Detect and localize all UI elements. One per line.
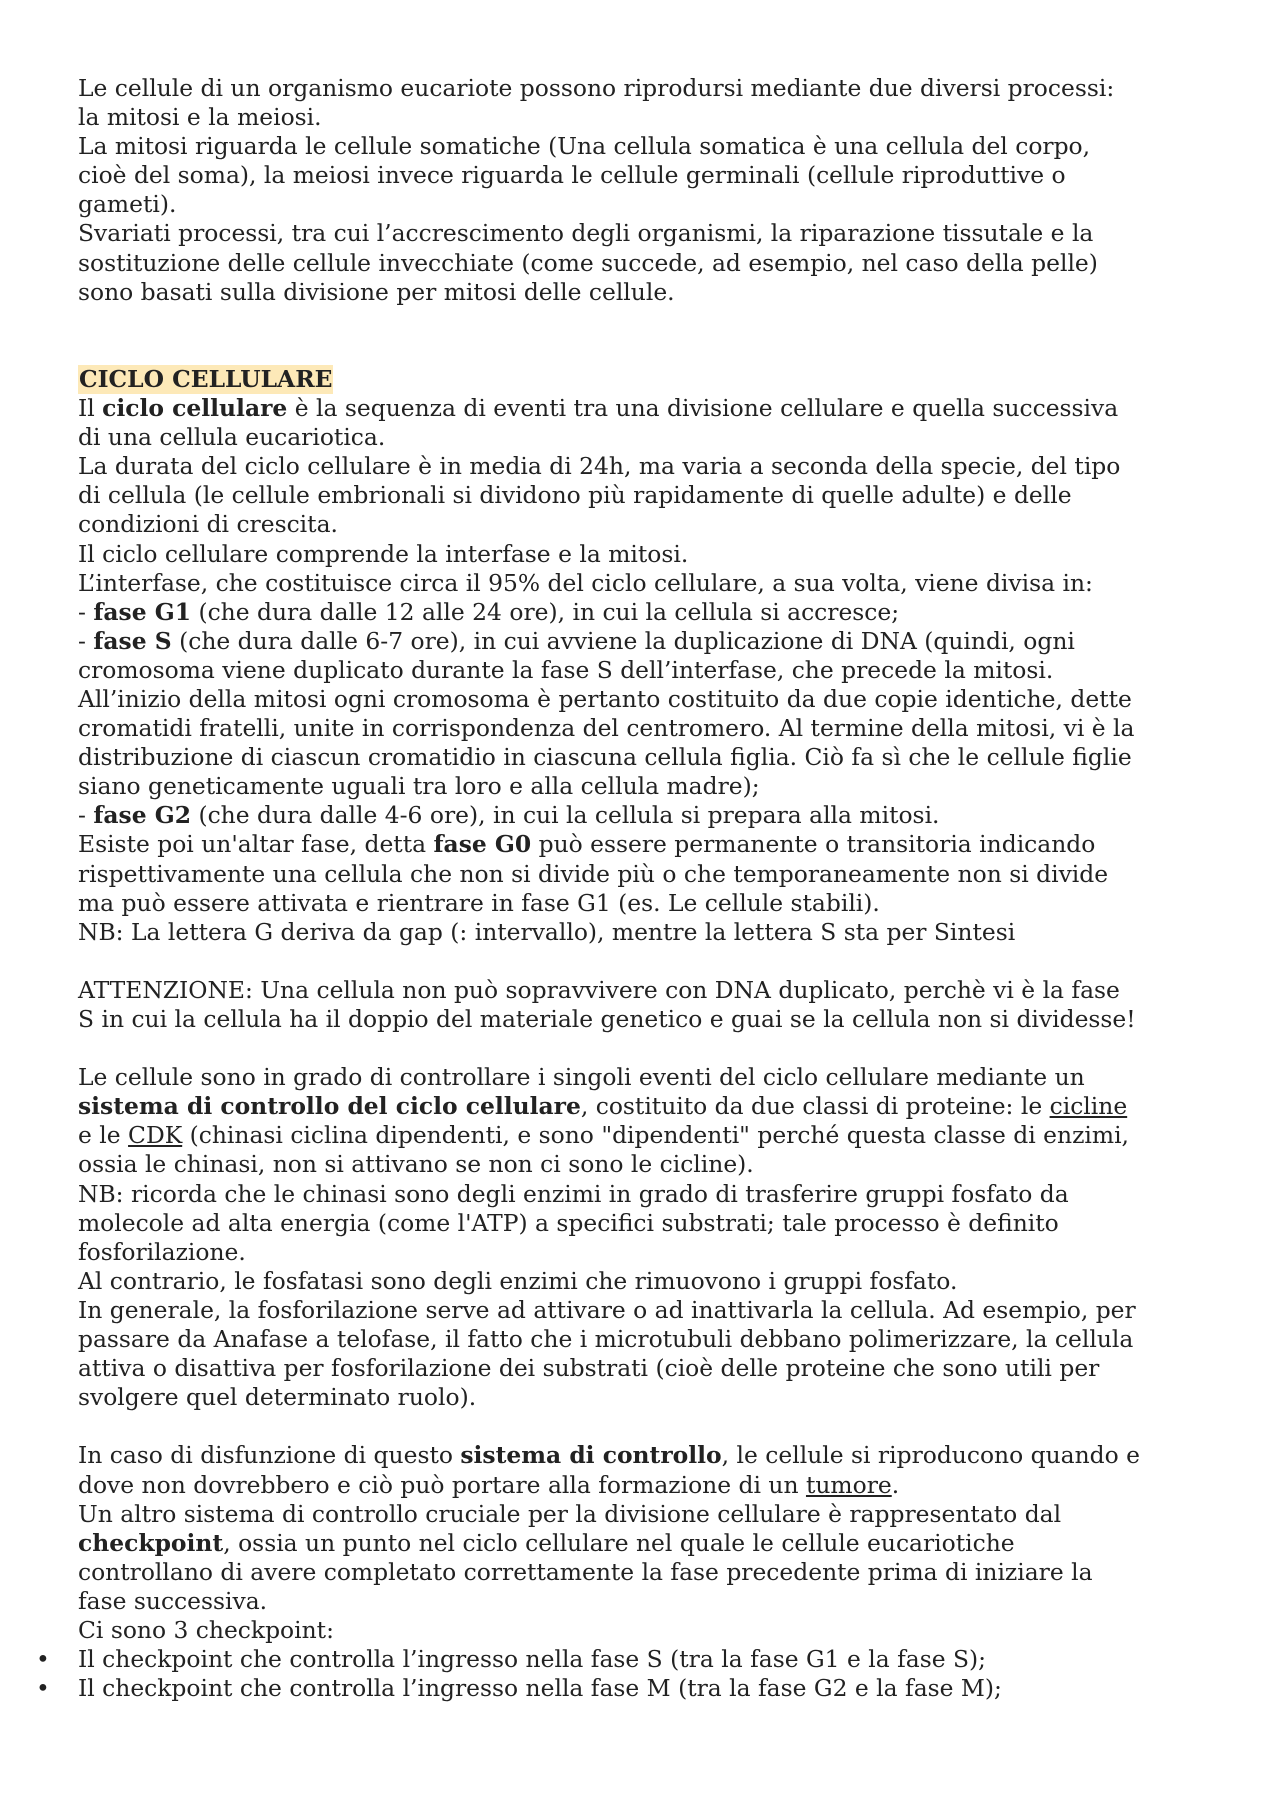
text-line: molecole ad alta energia (come l'ATP) a specifici substrati; tale processo è definito: [78, 1208, 1059, 1237]
spacer: [78, 1412, 1218, 1441]
underlined-term: CDK: [128, 1121, 183, 1150]
bullet-icon: •: [36, 1645, 50, 1674]
text-line: gameti).: [78, 190, 177, 219]
text-line: passare da Anafase a telofase, il fatto che i microtubuli debbano polimerizzare, la cellula: [78, 1325, 1134, 1354]
bold-term: checkpoint: [78, 1528, 224, 1557]
text-line: Svariati processi, tra cui l’accrescimento degli organismi, la riparazione tissutale e la: [78, 219, 1094, 248]
text-line: controllano di avere completato correttamente la fase precedente prima di iniziare la: [78, 1557, 1093, 1586]
text-line: Esiste poi un'altar fase, detta fase G0 può essere permanente o transitoria indicando: [78, 830, 1096, 859]
bold-term: ciclo cellulare: [102, 394, 288, 423]
intro-paragraph: [78, 74, 1218, 307]
text-line: sostituzione delle cellule invecchiate (come succede, ad esempio, nel caso della pelle): [78, 248, 1098, 277]
text-line: Le cellule sono in grado di controllare i singoli eventi del ciclo cellulare mediante un: [78, 1063, 1085, 1092]
text-line: e le CDK (chinasi ciclina dipendenti, e sono "dipendenti" perché questa classe di enzimi,: [78, 1121, 1129, 1150]
text-line: ossia le chinasi, non si attivano se non ci sono le cicline).: [78, 1150, 754, 1179]
bold-term: sistema di controllo del ciclo cellulare: [78, 1092, 581, 1121]
text-line: La mitosi riguarda le cellule somatiche (Una cellula somatica è una cellula del corpo,: [78, 132, 1091, 161]
ciclo-cellulare-section: [36, 364, 1218, 1703]
text-line: distribuzione di ciascun cromatidio in ciascuna cellula figlia. Ciò fa sì che le cellule figlie: [78, 743, 1132, 772]
text-line: siano geneticamente uguali tra loro e alla cellula madre);: [78, 772, 760, 801]
bold-term: fase G2: [93, 801, 192, 830]
text-line: cioè del soma), la meiosi invece riguarda le cellule germinali (cellule riproduttive o: [78, 161, 1066, 190]
spacer: [78, 307, 1218, 365]
text-line: svolgere quel determinato ruolo).: [78, 1383, 477, 1412]
text-line: All’inizio della mitosi ogni cromosoma è pertanto costituito da due copie identiche, dette: [78, 684, 1132, 713]
text-line: NB: La lettera G deriva da gap (: intervallo), mentre la lettera S sta per Sintesi: [78, 917, 1016, 946]
section-heading: CICLO CELLULARE: [79, 364, 333, 393]
underlined-term: cicline: [1049, 1092, 1128, 1121]
text-line: Il ciclo cellulare è la sequenza di eventi tra una divisione cellulare e quella successiva: [78, 394, 1119, 423]
text-line: NB: ricorda che le chinasi sono degli enzimi in grado di trasferire gruppi fosfato da: [78, 1179, 1069, 1208]
text-line: ATTENZIONE: Una cellula non può sopravvivere con DNA duplicato, perchè vi è la fase: [78, 975, 1120, 1004]
bold-term: fase S: [93, 626, 172, 655]
text-line: fosforilazione.: [78, 1237, 246, 1266]
list-item: • Il checkpoint che controlla l’ingresso nella fase M (tra la fase G2 e la fase M);: [36, 1674, 1002, 1703]
text-line: Ci sono 3 checkpoint:: [78, 1615, 334, 1644]
underlined-term: tumore: [805, 1470, 892, 1499]
list-item: • Il checkpoint che controlla l’ingresso nella fase S (tra la fase G1 e la fase S);: [36, 1645, 987, 1674]
spacer: [78, 947, 1218, 976]
text-line: fase successiva.: [78, 1586, 268, 1615]
text-line: In generale, la fosforilazione serve ad attivare o ad inattivarla la cellula. Ad esempio, per: [78, 1295, 1136, 1324]
text-line: dove non dovrebbero e ciò può portare alla formazione di un tumore.: [78, 1470, 900, 1499]
text-line: cromatidi fratelli, unite in corrispondenza del centromero. Al termine della mitosi, vi è la: [78, 714, 1135, 743]
bullet-icon: •: [36, 1674, 50, 1703]
text-line: ma può essere attivata e rientrare in fase G1 (es. Le cellule stabili).: [78, 888, 880, 917]
bold-term: sistema di controllo: [460, 1441, 722, 1470]
text-line: L’interfase, che costituisce circa il 95% del ciclo cellulare, a sua volta, viene divisa in:: [78, 568, 1093, 597]
spacer: [78, 1034, 1218, 1063]
text-line: rispettivamente una cellula che non si divide più o che temporaneamente non si divide: [78, 859, 1109, 888]
bold-term: fase G1: [93, 597, 192, 626]
text-line: cromosoma viene duplicato durante la fase S dell’interfase, che precede la mitosi.: [78, 655, 1054, 684]
text-line: attiva o disattiva per fosforilazione dei substrati (cioè delle proteine che sono utili per: [78, 1354, 1100, 1383]
bold-term: fase G0: [433, 830, 532, 859]
text-line: - fase G2 (che dura dalle 4-6 ore), in cui la cellula si prepara alla mitosi.: [78, 801, 940, 830]
text-line: di una cellula eucariotica.: [78, 423, 386, 452]
text-line: Un altro sistema di controllo cruciale per la divisione cellulare è rappresentato dal: [78, 1499, 1062, 1528]
text-line: checkpoint, ossia un punto nel ciclo cellulare nel quale le cellule eucariotiche: [78, 1528, 1015, 1557]
document-page: [36, 74, 1218, 1703]
text-line: Le cellule di un organismo eucariote possono riprodursi mediante due diversi processi:: [78, 74, 1115, 102]
text-line: condizioni di crescita.: [78, 510, 338, 539]
text-line: S in cui la cellula ha il doppio del materiale genetico e guai se la cellula non si dividesse!: [78, 1005, 1136, 1033]
text-line: In caso di disfunzione di questo sistema di controllo, le cellule si riproducono quando e: [78, 1441, 1141, 1470]
text-line: - fase S (che dura dalle 6-7 ore), in cui avviene la duplicazione di DNA (quindi, ogni: [78, 626, 1075, 655]
text-line: sistema di controllo del ciclo cellulare, costituito da due classi di proteine: le cicline: [78, 1092, 1128, 1121]
text-line: di cellula (le cellule embrionali si dividono più rapidamente di quelle adulte) e delle: [78, 481, 1072, 510]
text-line: La durata del ciclo cellulare è in media di 24h, ma varia a seconda della specie, del tipo: [78, 452, 1121, 481]
text-line: la mitosi e la meiosi.: [78, 103, 322, 132]
text-line: Il ciclo cellulare comprende la interfase e la mitosi.: [78, 539, 689, 568]
text-line: Al contrario, le fosfatasi sono degli enzimi che rimuovono i gruppi fosfato.: [78, 1266, 958, 1295]
text-line: - fase G1 (che dura dalle 12 alle 24 ore), in cui la cellula si accresce;: [78, 597, 900, 626]
text-line: sono basati sulla divisione per mitosi delle cellule.: [78, 277, 675, 306]
